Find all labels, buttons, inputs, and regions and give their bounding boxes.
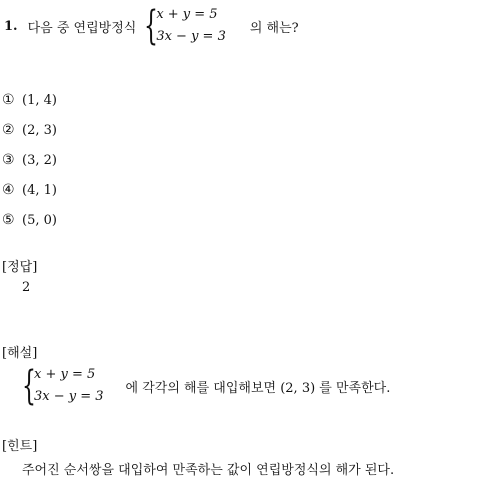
option-3-text: (3, 2) bbox=[22, 152, 57, 168]
question-equation-system bbox=[144, 3, 226, 49]
question-equation-1: x + y = 5 bbox=[156, 7, 218, 22]
explanation-equation-1: x + y = 5 bbox=[34, 367, 96, 382]
answer-label: [정답] bbox=[2, 260, 38, 275]
option-3[interactable] bbox=[2, 152, 57, 168]
option-1-text: (1, 4) bbox=[22, 92, 57, 108]
answer-value: 2 bbox=[22, 280, 31, 295]
left-brace: { bbox=[22, 363, 36, 409]
option-5-text: (5, 0) bbox=[22, 212, 57, 228]
explanation-body bbox=[22, 363, 391, 409]
explanation-equation-2: 3x − y = 3 bbox=[34, 389, 104, 404]
question-suffix: 의 해는? bbox=[249, 20, 299, 36]
explanation-text: 에 각각의 해를 대입해보면 (2, 3) 를 만족한다. bbox=[125, 380, 391, 396]
option-5[interactable] bbox=[2, 212, 57, 228]
explanation-label: [해설] bbox=[2, 346, 38, 361]
question bbox=[4, 3, 299, 49]
option-4-mark: ④ bbox=[2, 182, 15, 198]
option-4[interactable] bbox=[2, 182, 57, 198]
question-number: 1. bbox=[4, 18, 18, 34]
option-2[interactable] bbox=[2, 122, 57, 138]
option-1[interactable] bbox=[2, 92, 57, 108]
option-2-text: (2, 3) bbox=[22, 122, 57, 138]
option-3-mark: ③ bbox=[2, 152, 15, 168]
option-5-mark: ⑤ bbox=[2, 212, 15, 228]
question-equation-2: 3x − y = 3 bbox=[156, 29, 226, 44]
hint-label: [힌트] bbox=[2, 439, 38, 454]
option-2-mark: ② bbox=[2, 122, 15, 138]
hint-text: 주어진 순서쌍을 대입하여 만족하는 값이 연립방정식의 해가 된다. bbox=[22, 463, 395, 478]
option-1-mark: ① bbox=[2, 92, 15, 108]
question-prefix: 다음 중 연립방정식 bbox=[27, 20, 137, 36]
explanation-equation-system bbox=[22, 363, 104, 409]
left-brace: { bbox=[144, 3, 159, 49]
option-4-text: (4, 1) bbox=[22, 182, 57, 198]
